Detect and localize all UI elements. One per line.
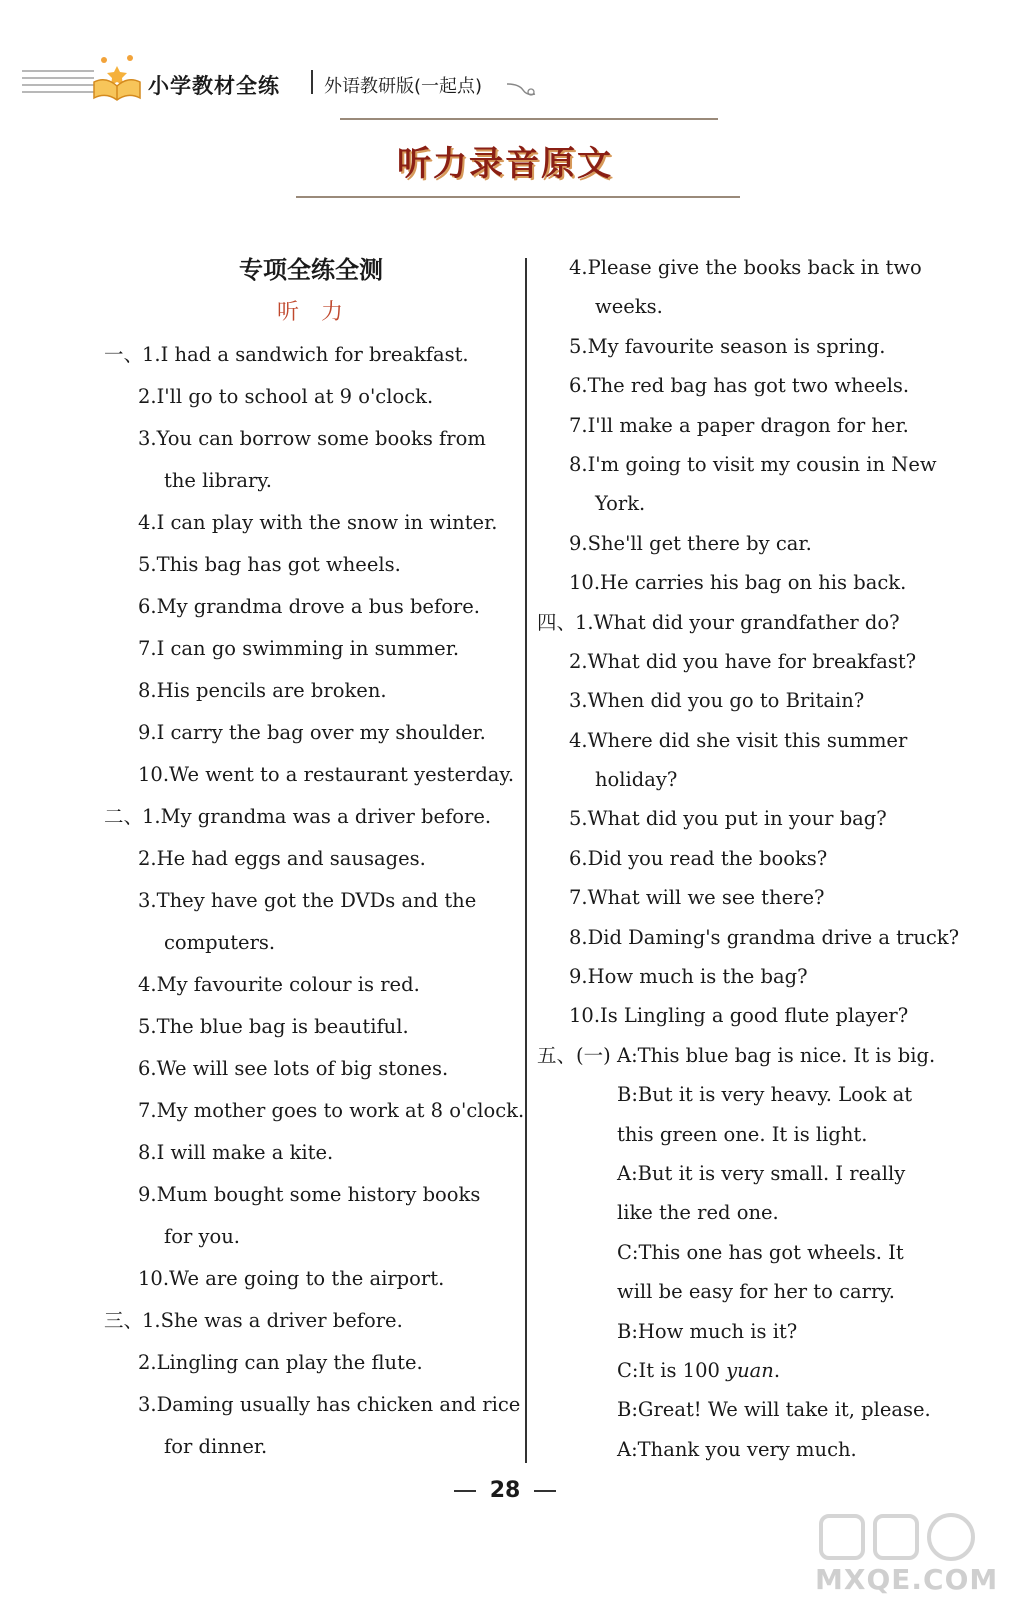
text-line: [104, 1132, 518, 1174]
text-line: [537, 1351, 947, 1390]
item-text: We will see lots of big stones.: [156, 1057, 449, 1080]
item-text: I'll make a paper dragon for her.: [587, 413, 909, 437]
item-number: 5.: [138, 553, 157, 576]
item-text: for dinner.: [164, 1435, 268, 1458]
text-line: [104, 586, 518, 628]
item-text: Where did she visit this summer: [587, 728, 908, 752]
question-group-label: 五、(一): [537, 1043, 611, 1067]
text-line: [537, 366, 947, 405]
text-line: [537, 1193, 947, 1232]
item-number: 1.: [142, 1309, 161, 1332]
item-text: this green one. It is light.: [617, 1122, 868, 1146]
text-line: [537, 484, 947, 523]
text-line: [104, 1174, 518, 1216]
text-line: [104, 838, 518, 880]
item-text: Lingling can play the flute.: [156, 1351, 423, 1374]
item-number: 6.: [138, 595, 157, 618]
item-text: His pencils are broken.: [156, 679, 387, 702]
item-number: 8.: [569, 452, 588, 476]
header-curl-ornament: [505, 80, 539, 100]
text-line: [104, 502, 518, 544]
brand-title: 小学教材全练: [148, 74, 280, 98]
item-text: B:How much is it?: [617, 1319, 798, 1343]
item-number: 4.: [138, 511, 157, 534]
item-number: 3.: [569, 689, 588, 713]
item-text: York.: [595, 492, 646, 516]
item-text: What did you have for breakfast?: [587, 649, 917, 673]
text-line: [104, 796, 518, 838]
item-text: Is Lingling a good flute player?: [600, 1004, 909, 1028]
item-text: computers.: [164, 931, 276, 954]
text-line: [104, 1006, 518, 1048]
item-number: 8.: [138, 679, 157, 702]
text-line: [537, 1312, 947, 1351]
text-line: [537, 1430, 947, 1469]
item-text: A:This blue bag is nice. It is big.: [617, 1043, 936, 1067]
item-text: My mother goes to work at 8 o'clock.: [156, 1099, 525, 1122]
question-group-label: 三、: [104, 1309, 144, 1332]
text-line: [537, 1272, 947, 1311]
item-text: What will we see there?: [587, 886, 825, 910]
text-line: [104, 1342, 518, 1384]
item-text: I had a sandwich for breakfast.: [160, 343, 469, 366]
item-text: Did Daming's grandma drive a truck?: [587, 925, 960, 949]
item-text: weeks.: [595, 295, 663, 319]
item-text: The red bag has got two wheels.: [587, 374, 910, 398]
text-line: [537, 327, 947, 366]
title-rule-top: [340, 118, 718, 120]
item-text: for you.: [164, 1225, 240, 1248]
item-number: 7.: [569, 413, 588, 437]
left-column: [104, 248, 525, 1468]
text-line: [537, 681, 947, 720]
text-line: [104, 754, 518, 796]
text-line: [537, 760, 947, 799]
text-line: [104, 922, 518, 964]
question-group-label: 四、: [537, 610, 577, 634]
page-number: [0, 1478, 1010, 1503]
item-text: How much is the bag?: [587, 965, 808, 989]
text-line: [104, 670, 518, 712]
item-text-italic: yuan: [726, 1358, 774, 1382]
text-line: [104, 1090, 525, 1132]
text-line: [537, 1115, 947, 1154]
item-number: 4.: [569, 256, 588, 279]
item-text: We are going to the airport.: [169, 1267, 445, 1290]
text-line: [537, 1390, 947, 1429]
item-number: 9.: [138, 721, 157, 744]
watermark-text: MXQE.COM: [815, 1563, 999, 1596]
item-text: He had eggs and sausages.: [156, 847, 426, 870]
item-text: Please give the books back in two: [587, 256, 922, 279]
item-text: I will make a kite.: [156, 1141, 334, 1164]
item-text: like the red one.: [617, 1201, 779, 1225]
text-line: [537, 799, 947, 838]
question-group-label: 一、: [104, 343, 144, 366]
text-line: [104, 964, 518, 1006]
item-number: 9.: [138, 1183, 157, 1206]
item-number: 9.: [569, 531, 588, 555]
column-divider: [525, 258, 527, 1463]
text-line: [537, 287, 947, 326]
text-line: [104, 418, 518, 460]
page-header: [0, 0, 1010, 110]
item-text: My favourite colour is red.: [156, 973, 420, 996]
item-number: 6.: [138, 1057, 157, 1080]
item-number: 1.: [142, 343, 161, 366]
text-line: [104, 1258, 518, 1300]
text-line: [537, 1036, 947, 1075]
open-book-icon: [90, 52, 144, 102]
item-number: 2.: [569, 649, 588, 673]
watermark-logo-icon: [815, 1508, 985, 1568]
text-line: [537, 1154, 947, 1193]
item-number: 9.: [569, 965, 588, 989]
item-text: My grandma was a driver before.: [160, 805, 492, 828]
text-line: [537, 524, 947, 563]
item-text: the library.: [164, 469, 272, 492]
item-number: 6.: [569, 374, 588, 398]
item-text: What did you put in your bag?: [587, 807, 887, 831]
text-line: [104, 1426, 518, 1468]
item-number: 3.: [138, 1393, 157, 1416]
text-line: [104, 628, 518, 670]
item-text: You can borrow some books from: [156, 427, 486, 450]
section-subtitle: 听力: [276, 300, 365, 325]
item-number: 5.: [138, 1015, 157, 1038]
item-text: C:It is 100: [617, 1358, 727, 1382]
page-number-value: 28: [489, 1478, 521, 1503]
item-text: What did your grandfather do?: [593, 610, 900, 634]
item-number: 8.: [138, 1141, 157, 1164]
text-line: [537, 878, 947, 917]
item-text: I'm going to visit my cousin in New: [587, 452, 937, 476]
item-number: 3.: [138, 427, 157, 450]
text-line: [104, 712, 518, 754]
item-text: They have got the DVDs and the: [156, 889, 477, 912]
text-line: [537, 248, 947, 287]
item-number: 4.: [138, 973, 157, 996]
item-text: I'll go to school at 9 o'clock.: [156, 385, 434, 408]
item-number: 4.: [569, 728, 588, 752]
item-text: Mum bought some history books: [156, 1183, 481, 1206]
text-line: [537, 642, 947, 681]
item-text: B:Great! We will take it, please.: [617, 1398, 931, 1422]
item-text: Daming usually has chicken and rice: [156, 1393, 521, 1416]
watermark: [815, 1508, 999, 1596]
text-line: [104, 334, 518, 376]
title-rule-bottom: [296, 196, 740, 198]
item-text: B:But it is very heavy. Look at: [617, 1083, 913, 1107]
item-text: She was a driver before.: [160, 1309, 403, 1332]
text-line: [537, 445, 947, 484]
item-number: 8.: [569, 925, 588, 949]
item-number: 10.: [569, 571, 601, 595]
item-text: A:But it is very small. I really: [617, 1161, 906, 1185]
item-number: 1.: [142, 805, 161, 828]
item-text: We went to a restaurant yesterday.: [169, 763, 515, 786]
text-line: [537, 603, 947, 642]
text-line: [537, 957, 947, 996]
item-text: will be easy for her to carry.: [617, 1280, 895, 1304]
item-number: 3.: [138, 889, 157, 912]
right-column: [537, 248, 960, 1469]
section-title: 专项全练全测: [239, 256, 383, 284]
item-number: 5.: [569, 334, 588, 358]
item-number: 7.: [569, 886, 588, 910]
text-line: [537, 918, 960, 957]
text-line: [104, 1216, 518, 1258]
edition-label: 外语教研版(一起点): [324, 76, 483, 97]
item-text: holiday?: [595, 768, 678, 792]
item-text: The blue bag is beautiful.: [156, 1015, 409, 1038]
page-number-dash: [534, 1490, 556, 1492]
item-text: My grandma drove a bus before.: [156, 595, 480, 618]
text-line: [104, 544, 518, 586]
text-line: [104, 376, 518, 418]
item-text: Did you read the books?: [587, 846, 828, 870]
item-text-suffix: .: [773, 1358, 781, 1382]
item-text: When did you go to Britain?: [587, 689, 865, 713]
text-line: [537, 996, 947, 1035]
item-text: C:This one has got wheels. It: [617, 1240, 904, 1264]
page-title: 听力录音原文: [397, 144, 613, 184]
item-text: He carries his bag on his back.: [600, 571, 907, 595]
item-number: 2.: [138, 1351, 157, 1374]
item-text: My favourite season is spring.: [587, 334, 886, 358]
text-line: [104, 880, 518, 922]
item-number: 5.: [569, 807, 588, 831]
text-line: [104, 1384, 521, 1426]
text-line: [537, 1075, 947, 1114]
text-line: [104, 460, 518, 502]
item-number: 6.: [569, 846, 588, 870]
item-number: 7.: [138, 1099, 157, 1122]
item-text: I can play with the snow in winter.: [156, 511, 498, 534]
item-number: 10.: [138, 1267, 170, 1290]
item-text: She'll get there by car.: [587, 531, 812, 555]
item-number: 1.: [575, 610, 594, 634]
text-line: [104, 1048, 518, 1090]
text-line: [537, 839, 947, 878]
header-separator: [311, 70, 313, 94]
text-line: [104, 1300, 518, 1342]
text-line: [537, 721, 947, 760]
text-line: [537, 563, 947, 602]
text-line: [537, 406, 947, 445]
item-number: 2.: [138, 385, 157, 408]
item-number: 10.: [138, 763, 170, 786]
text-line: [537, 1233, 947, 1272]
page-number-dash: [454, 1490, 476, 1492]
item-text: I carry the bag over my shoulder.: [156, 721, 486, 744]
item-text: This bag has got wheels.: [156, 553, 401, 576]
header-decoration-lines: [22, 70, 94, 98]
question-group-label: 二、: [104, 805, 144, 828]
item-number: 2.: [138, 847, 157, 870]
item-number: 10.: [569, 1004, 601, 1028]
item-number: 7.: [138, 637, 157, 660]
item-text: A:Thank you very much.: [617, 1437, 857, 1461]
item-text: I can go swimming in summer.: [156, 637, 460, 660]
